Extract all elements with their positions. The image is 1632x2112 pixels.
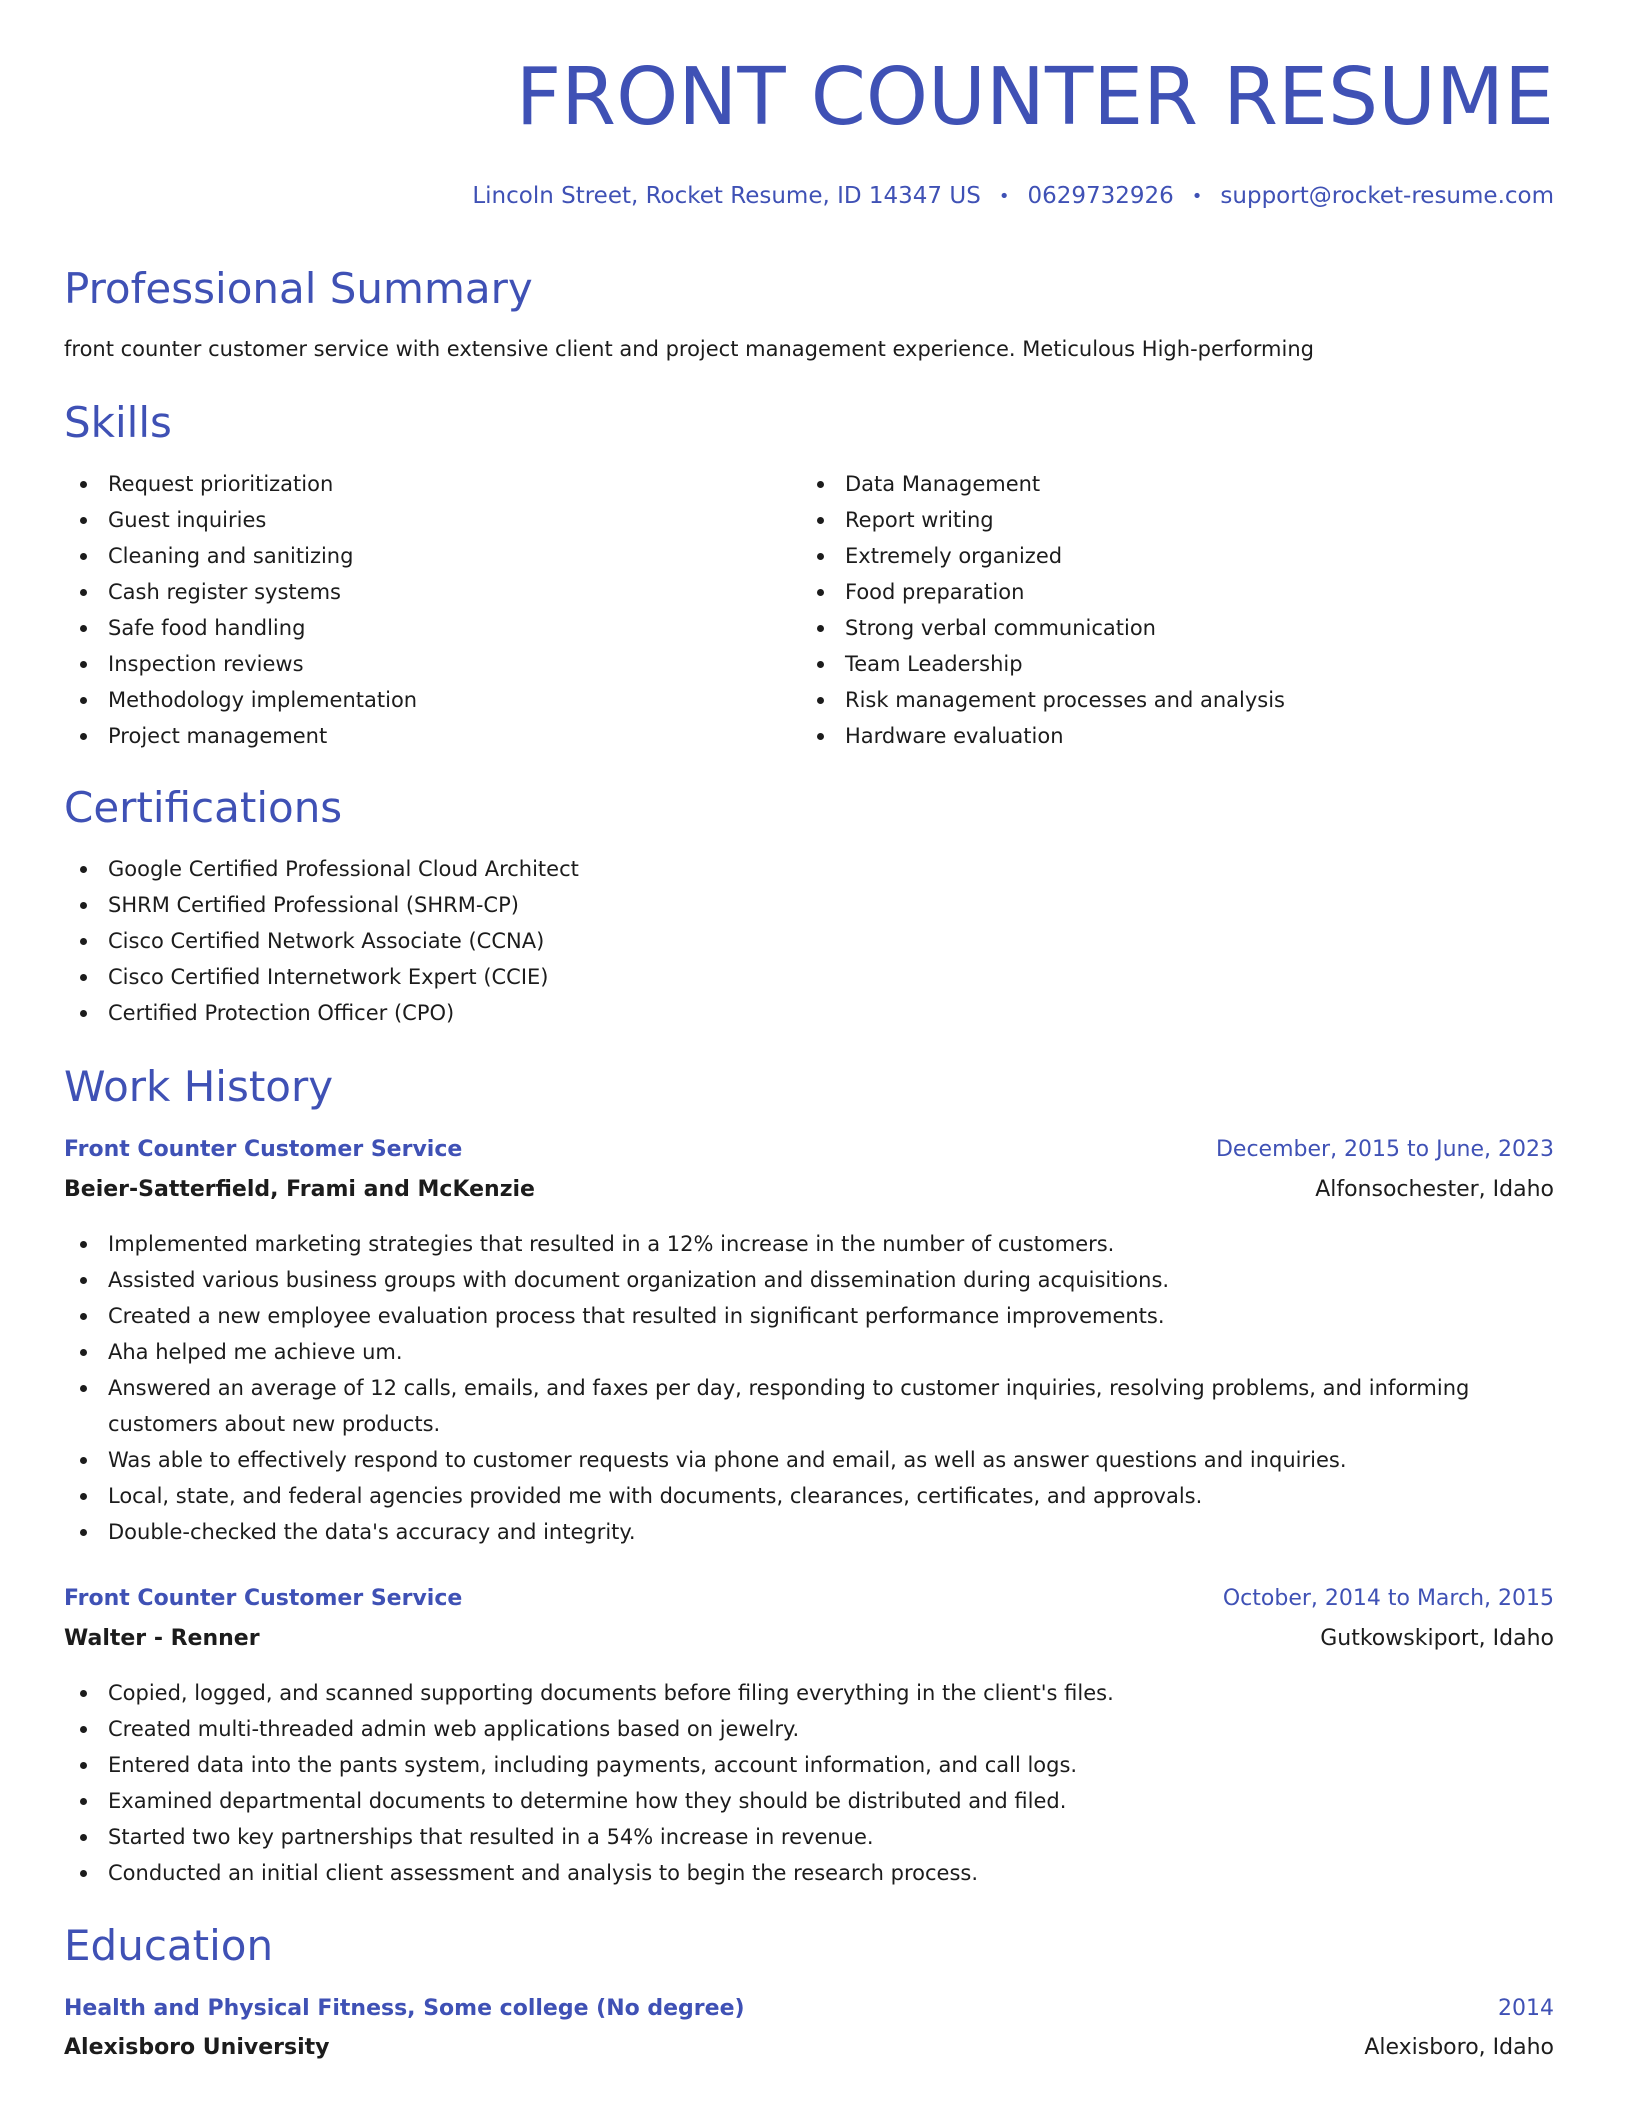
skill-item: Safe food handling bbox=[64, 610, 417, 646]
skills-list-left bbox=[64, 466, 417, 754]
job-duty: Created a new employee evaluation process that resulted in significant performance improvements. bbox=[64, 1298, 1554, 1334]
skill-item: Cleaning and sanitizing bbox=[64, 538, 417, 574]
job-location: Gutkowskiport, Idaho bbox=[1320, 1626, 1554, 1651]
contact-phone: 0629732926 bbox=[1027, 183, 1174, 209]
job-header bbox=[64, 1137, 1554, 1167]
skill-item: Extremely organized bbox=[801, 538, 1285, 574]
job-duty: Entered data into the pants system, including payments, account information, and call logs. bbox=[64, 1747, 1554, 1783]
job-duty: Conducted an initial client assessment and analysis to begin the research process. bbox=[64, 1855, 1554, 1891]
job-title: Front Counter Customer Service bbox=[64, 1137, 463, 1162]
job-title: Front Counter Customer Service bbox=[64, 1586, 463, 1611]
job-employer bbox=[64, 1626, 1554, 1656]
skill-item: Request prioritization bbox=[64, 466, 417, 502]
work-history-heading: Work History bbox=[64, 1062, 334, 1111]
job-duty: Double-checked the data's accuracy and integrity. bbox=[64, 1514, 1554, 1550]
education-heading: Education bbox=[64, 1921, 274, 1970]
skill-item: Methodology implementation bbox=[64, 682, 417, 718]
certification-item: SHRM Certified Professional (SHRM-CP) bbox=[64, 887, 579, 923]
contact-line bbox=[472, 183, 1554, 209]
job-header bbox=[64, 1586, 1554, 1616]
company-name: Beier-Satterfield, Frami and McKenzie bbox=[64, 1177, 535, 1202]
company-name: Walter - Renner bbox=[64, 1626, 260, 1651]
certifications-heading: Certifications bbox=[64, 783, 343, 832]
resume-page bbox=[64, 0, 1554, 2112]
school-name: Alexisboro University bbox=[64, 2035, 330, 2060]
skills-heading: Skills bbox=[64, 398, 172, 447]
graduation-year: 2014 bbox=[1498, 1996, 1554, 2021]
contact-separator: • bbox=[1191, 185, 1203, 207]
job-location: Alfonsochester, Idaho bbox=[1315, 1177, 1554, 1202]
job-duty: Aha helped me achieve um. bbox=[64, 1334, 1554, 1370]
contact-separator: • bbox=[998, 185, 1010, 207]
job-duty: Implemented marketing strategies that resulted in a 12% increase in the number of customers. bbox=[64, 1226, 1554, 1262]
job-duty: Local, state, and federal agencies provided me with documents, clearances, certificates, and approvals. bbox=[64, 1478, 1554, 1514]
job-dates: October, 2014 to March, 2015 bbox=[1222, 1586, 1554, 1611]
job-employer bbox=[64, 1177, 1554, 1207]
job-duty: Examined departmental documents to determine how they should be distributed and filed. bbox=[64, 1783, 1554, 1819]
skills-list-right bbox=[801, 466, 1285, 754]
skill-item: Inspection reviews bbox=[64, 646, 417, 682]
job-dates: December, 2015 to June, 2023 bbox=[1215, 1137, 1554, 1162]
skill-item: Strong verbal communication bbox=[801, 610, 1285, 646]
degree-name: Health and Physical Fitness, Some college (No degree) bbox=[64, 1996, 745, 2021]
certification-item: Cisco Certified Network Associate (CCNA) bbox=[64, 923, 579, 959]
skill-item: Food preparation bbox=[801, 574, 1285, 610]
resume-title: FRONT COUNTER RESUME bbox=[515, 51, 1554, 143]
skill-item: Report writing bbox=[801, 502, 1285, 538]
job-duty: Started two key partnerships that resulted in a 54% increase in revenue. bbox=[64, 1819, 1554, 1855]
certification-item: Google Certified Professional Cloud Architect bbox=[64, 851, 579, 887]
skill-item: Cash register systems bbox=[64, 574, 417, 610]
skill-item: Risk management processes and analysis bbox=[801, 682, 1285, 718]
education-header bbox=[64, 1996, 1554, 2026]
summary-heading: Professional Summary bbox=[64, 264, 533, 313]
job-duties-list bbox=[64, 1226, 1554, 1550]
summary-text: front counter customer service with extensive client and project management experience. Meticulous High-performing bbox=[64, 337, 1314, 361]
skill-item: Guest inquiries bbox=[64, 502, 417, 538]
skill-item: Data Management bbox=[801, 466, 1285, 502]
skill-item: Team Leadership bbox=[801, 646, 1285, 682]
contact-address: Lincoln Street, Rocket Resume, ID 14347 US bbox=[472, 183, 981, 209]
job-duty: Was able to effectively respond to customer requests via phone and email, as well as answer questions and inquiries. bbox=[64, 1442, 1554, 1478]
job-duty: Assisted various business groups with document organization and dissemination during acquisitions. bbox=[64, 1262, 1554, 1298]
education-school bbox=[64, 2035, 1554, 2065]
job-duty: Created multi-threaded admin web applications based on jewelry. bbox=[64, 1711, 1554, 1747]
job-duty: Answered an average of 12 calls, emails, and faxes per day, responding to customer inquiries, resolving problems, and informing customers about new products. bbox=[64, 1370, 1554, 1442]
skill-item: Project management bbox=[64, 718, 417, 754]
school-location: Alexisboro, Idaho bbox=[1364, 2035, 1554, 2060]
job-duty: Copied, logged, and scanned supporting documents before filing everything in the client's files. bbox=[64, 1675, 1554, 1711]
skill-item: Hardware evaluation bbox=[801, 718, 1285, 754]
contact-email: support@rocket-resume.com bbox=[1220, 183, 1554, 209]
certifications-list bbox=[64, 851, 579, 1031]
certification-item: Cisco Certified Internetwork Expert (CCIE) bbox=[64, 959, 579, 995]
certification-item: Certified Protection Officer (CPO) bbox=[64, 995, 579, 1031]
job-duties-list bbox=[64, 1675, 1554, 1891]
